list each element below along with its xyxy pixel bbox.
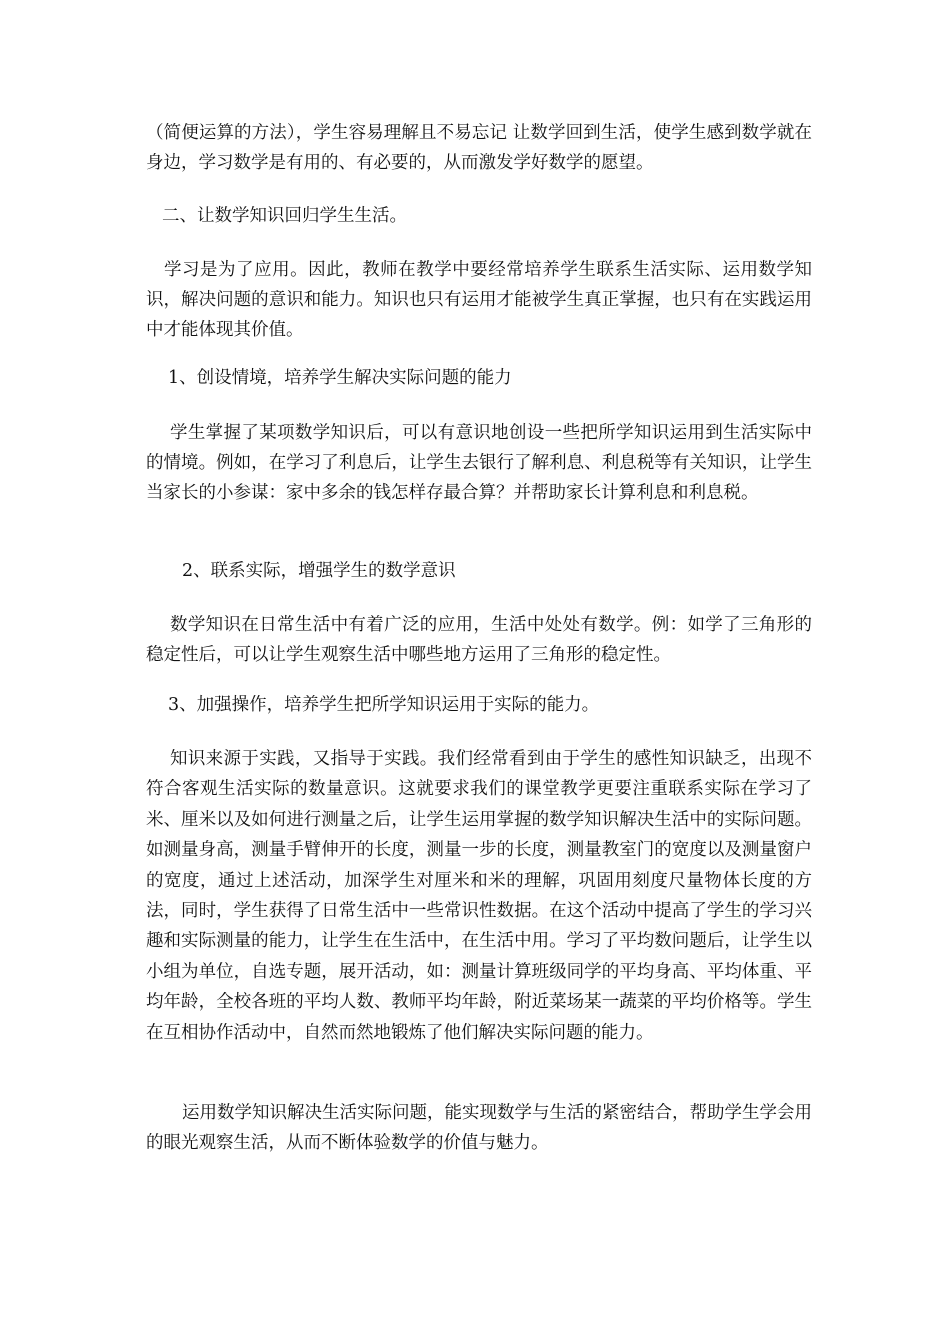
paragraph-learning-application: 学习是为了应用。因此，教师在教学中要经常培养学生联系生活实际、运用数学知识，解决问题的意识和能力。知识也只有运用才能被学生真正掌握，也只有在实践运用中才能体现其价值。 <box>146 260 812 340</box>
paragraph-intro-continuation: （简便运算的方法），学生容易理解且不易忘记 让数学回到生活，使学生感到数学就在身边，学习数学是有用的、有必要的，从而激发学好数学的愿望。 <box>146 123 812 173</box>
paragraph-practice-operations: 知识来源于实践，又指导于实践。我们经常看到由于学生的感性知识缺乏，出现不符合客观生活实际的数量意识。这就要求我们的课堂教学更要注重联系实际在学习了米、厘米以及如何进行测量之后，让学生运用掌握的数学知识解决生活中的实际问题。如测量身高，测量手臂伸开的长度，测量一步的长度，测量教室门的宽度以及测量窗户的宽度，通过上述活动，加深学生对厘米和米的理解，巩固用刻度尺量物体长度的方法，同时，学生获得了日常生活中一些常识性数据。在这个活动中提高了学生的学习兴趣和实际测量的能力，让学生在生活中，在生活中用。学习了平均数问题后，让学生以小组为单位，自选专题，展开活动，如：测量计算班级同学的平均身高、平均体重、平均年龄，全校各班的平均人数、教师平均年龄，附近菜场某一蔬菜的平均价格等。学生在互相协作活动中，自然而然地锻炼了他们解决实际问题的能力。 <box>146 749 812 1043</box>
paragraph-real-life-connection: 数学知识在日常生活中有着广泛的应用，生活中处处有数学。例：如学了三角形的稳定性后，可以让学生观察生活中哪些地方运用了三角形的稳定性。 <box>146 615 812 665</box>
section-heading-2: 二、让数学知识回归学生生活。 <box>162 206 407 226</box>
paragraph-conclusion: 运用数学知识解决生活实际问题，能实现数学与生活的紧密结合，帮助学生学会用的眼光观察生活，从而不断体验数学的价值与魅力。 <box>146 1103 812 1153</box>
subheading-2: 2、联系实际，增强学生的数学意识 <box>182 561 456 581</box>
paragraph-create-situations: 学生掌握了某项数学知识后，可以有意识地创设一些把所学知识运用到生活实际中的情境。例如，在学习了利息后，让学生去银行了解利息、利息税等有关知识，让学生当家长的小参谋：家中多余的钱怎样存最合算？并帮助家长计算利息和利息税。 <box>146 423 812 503</box>
subheading-3: 3、加强操作，培养学生把所学知识运用于实际的能力。 <box>168 695 600 715</box>
subheading-1: 1、创设情境，培养学生解决实际问题的能力 <box>168 368 512 388</box>
